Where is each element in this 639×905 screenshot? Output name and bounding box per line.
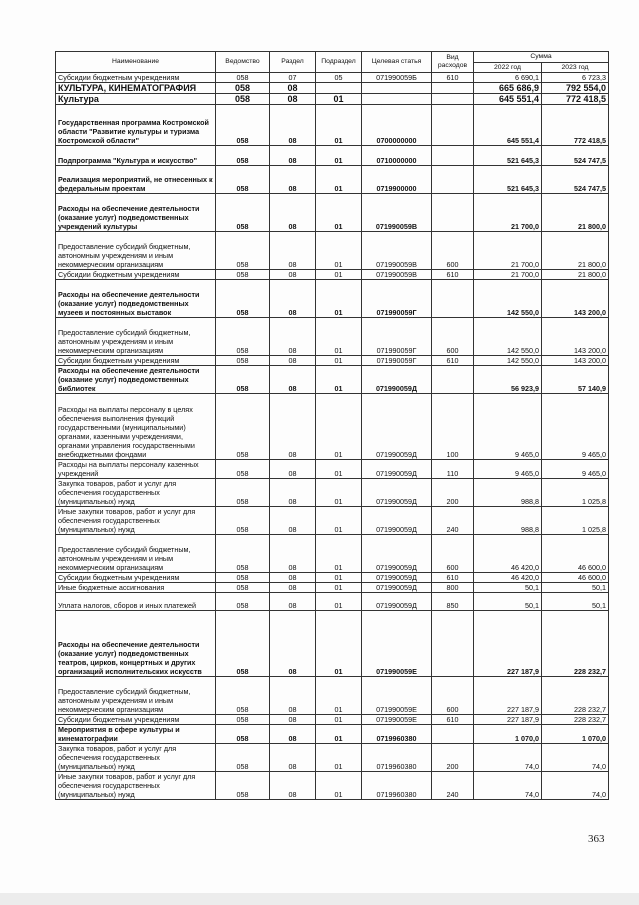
cell-exptype: 610 bbox=[432, 73, 474, 83]
cell-dept: 058 bbox=[216, 611, 270, 677]
cell-section: 08 bbox=[270, 105, 316, 146]
cell-exptype bbox=[432, 105, 474, 146]
header-dept: Ведомство bbox=[216, 52, 270, 73]
cell-name: Закупка товаров, работ и услуг для обеспечения государственных (муниципальных) нужд bbox=[56, 479, 216, 507]
cell-section: 08 bbox=[270, 744, 316, 772]
cell-name: Субсидии бюджетным учреждениям bbox=[56, 270, 216, 280]
header-2022: 2022 год bbox=[474, 63, 542, 73]
cell-2023: 74,0 bbox=[542, 744, 609, 772]
table-row bbox=[56, 744, 609, 772]
cell-exptype bbox=[432, 194, 474, 232]
cell-target: 0719900000 bbox=[362, 166, 432, 194]
cell-2022: 227 187,9 bbox=[474, 677, 542, 715]
table-row bbox=[56, 725, 609, 744]
cell-subsection: 01 bbox=[316, 366, 362, 394]
cell-2022: 1 070,0 bbox=[474, 725, 542, 744]
cell-name: Расходы на обеспечение деятельности (оказание услуг) подведомственных музеев и постоянных выставок bbox=[56, 280, 216, 318]
cell-exptype: 800 bbox=[432, 583, 474, 593]
cell-2023: 74,0 bbox=[542, 772, 609, 800]
cell-section: 08 bbox=[270, 194, 316, 232]
cell-2023: 772 418,5 bbox=[542, 94, 609, 105]
cell-exptype: 850 bbox=[432, 593, 474, 611]
cell-name: Иные закупки товаров, работ и услуг для обеспечения государственных (муниципальных) нужд bbox=[56, 772, 216, 800]
cell-name: КУЛЬТУРА, КИНЕМАТОГРАФИЯ bbox=[56, 83, 216, 94]
cell-subsection: 01 bbox=[316, 94, 362, 105]
cell-subsection: 01 bbox=[316, 356, 362, 366]
cell-target: 0719960380 bbox=[362, 772, 432, 800]
cell-dept: 058 bbox=[216, 573, 270, 583]
cell-subsection: 01 bbox=[316, 460, 362, 479]
cell-target: 071990059Д bbox=[362, 573, 432, 583]
cell-dept: 058 bbox=[216, 725, 270, 744]
cell-2023: 1 025,8 bbox=[542, 507, 609, 535]
cell-section: 08 bbox=[270, 460, 316, 479]
cell-dept: 058 bbox=[216, 94, 270, 105]
cell-2022: 9 465,0 bbox=[474, 460, 542, 479]
cell-subsection: 01 bbox=[316, 744, 362, 772]
cell-name: Расходы на обеспечение деятельности (оказание услуг) подведомственных библиотек bbox=[56, 366, 216, 394]
cell-2023: 792 554,0 bbox=[542, 83, 609, 94]
cell-section: 08 bbox=[270, 83, 316, 94]
cell-subsection: 01 bbox=[316, 146, 362, 166]
cell-exptype: 610 bbox=[432, 356, 474, 366]
cell-dept: 058 bbox=[216, 232, 270, 270]
cell-section: 08 bbox=[270, 507, 316, 535]
cell-subsection: 01 bbox=[316, 725, 362, 744]
cell-section: 08 bbox=[270, 715, 316, 725]
cell-2023: 46 600,0 bbox=[542, 573, 609, 583]
cell-2023: 21 800,0 bbox=[542, 232, 609, 270]
cell-name: Субсидии бюджетным учреждениям bbox=[56, 73, 216, 83]
cell-name: Предоставление субсидий бюджетным, автономным учреждениям и иным некоммерческим организациям bbox=[56, 677, 216, 715]
cell-subsection: 01 bbox=[316, 573, 362, 583]
table-row bbox=[56, 593, 609, 611]
header-subsection: Подраздел bbox=[316, 52, 362, 73]
cell-target: 071990059Д bbox=[362, 366, 432, 394]
cell-dept: 058 bbox=[216, 270, 270, 280]
cell-section: 08 bbox=[270, 356, 316, 366]
cell-target: 0719960380 bbox=[362, 725, 432, 744]
cell-2023: 46 600,0 bbox=[542, 535, 609, 573]
cell-target: 071990059Г bbox=[362, 318, 432, 356]
cell-target: 071990059Д bbox=[362, 535, 432, 573]
cell-name: Субсидии бюджетным учреждениям bbox=[56, 573, 216, 583]
cell-2023: 50,1 bbox=[542, 583, 609, 593]
cell-dept: 058 bbox=[216, 394, 270, 460]
cell-section: 08 bbox=[270, 593, 316, 611]
cell-section: 08 bbox=[270, 270, 316, 280]
cell-subsection: 01 bbox=[316, 105, 362, 146]
table-row bbox=[56, 479, 609, 507]
cell-exptype bbox=[432, 166, 474, 194]
table-row bbox=[56, 105, 609, 146]
cell-dept: 058 bbox=[216, 479, 270, 507]
table-row bbox=[56, 232, 609, 270]
cell-2022: 6 690,1 bbox=[474, 73, 542, 83]
table-row bbox=[56, 611, 609, 677]
cell-2023: 143 200,0 bbox=[542, 318, 609, 356]
cell-section: 08 bbox=[270, 772, 316, 800]
cell-2022: 988,8 bbox=[474, 507, 542, 535]
table-row bbox=[56, 460, 609, 479]
cell-target: 071990059Е bbox=[362, 677, 432, 715]
cell-subsection: 01 bbox=[316, 270, 362, 280]
table-row bbox=[56, 280, 609, 318]
cell-2022: 9 465,0 bbox=[474, 394, 542, 460]
cell-target: 0710000000 bbox=[362, 146, 432, 166]
table-row bbox=[56, 507, 609, 535]
cell-exptype bbox=[432, 280, 474, 318]
cell-2022: 645 551,4 bbox=[474, 94, 542, 105]
header-2023: 2023 год bbox=[542, 63, 609, 73]
cell-2022: 21 700,0 bbox=[474, 270, 542, 280]
cell-exptype: 600 bbox=[432, 535, 474, 573]
cell-section: 08 bbox=[270, 166, 316, 194]
cell-2022: 50,1 bbox=[474, 593, 542, 611]
cell-dept: 058 bbox=[216, 583, 270, 593]
table-row bbox=[56, 677, 609, 715]
cell-name: Предоставление субсидий бюджетным, автономным учреждениям и иным некоммерческим организациям bbox=[56, 232, 216, 270]
cell-name: Уплата налогов, сборов и иных платежей bbox=[56, 593, 216, 611]
cell-2022: 74,0 bbox=[474, 772, 542, 800]
table-row bbox=[56, 356, 609, 366]
cell-2022: 521 645,3 bbox=[474, 146, 542, 166]
table-row bbox=[56, 535, 609, 573]
cell-exptype: 240 bbox=[432, 772, 474, 800]
cell-target bbox=[362, 94, 432, 105]
cell-exptype: 600 bbox=[432, 232, 474, 270]
cell-subsection bbox=[316, 83, 362, 94]
cell-2022: 227 187,9 bbox=[474, 715, 542, 725]
cell-2022: 142 550,0 bbox=[474, 318, 542, 356]
table-row bbox=[56, 270, 609, 280]
cell-dept: 058 bbox=[216, 744, 270, 772]
cell-name: Предоставление субсидий бюджетным, автономным учреждениям и иным некоммерческим организациям bbox=[56, 535, 216, 573]
cell-name: Расходы на обеспечение деятельности (оказание услуг) подведомственных учреждений культуры bbox=[56, 194, 216, 232]
page-number: 363 bbox=[588, 833, 605, 845]
cell-target: 071990059Г bbox=[362, 280, 432, 318]
table-row bbox=[56, 394, 609, 460]
cell-subsection: 01 bbox=[316, 166, 362, 194]
cell-dept: 058 bbox=[216, 146, 270, 166]
cell-exptype: 100 bbox=[432, 394, 474, 460]
cell-exptype bbox=[432, 366, 474, 394]
cell-2023: 1 070,0 bbox=[542, 725, 609, 744]
table-row bbox=[56, 573, 609, 583]
table-row bbox=[56, 366, 609, 394]
cell-dept: 058 bbox=[216, 507, 270, 535]
cell-subsection: 01 bbox=[316, 593, 362, 611]
cell-name: Расходы на обеспечение деятельности (оказание услуг) подведомственных театров, цирков, концертных и других организаций исполнительских искусств bbox=[56, 611, 216, 677]
cell-subsection: 01 bbox=[316, 772, 362, 800]
cell-target: 071990059Е bbox=[362, 715, 432, 725]
cell-target: 071990059Е bbox=[362, 611, 432, 677]
cell-name: Расходы на выплаты персоналу казенных учреждений bbox=[56, 460, 216, 479]
cell-exptype bbox=[432, 83, 474, 94]
cell-section: 08 bbox=[270, 232, 316, 270]
cell-target: 071990059В bbox=[362, 270, 432, 280]
table-row bbox=[56, 318, 609, 356]
cell-subsection: 01 bbox=[316, 318, 362, 356]
table-row bbox=[56, 83, 609, 94]
header-exptype: Вид расходов bbox=[432, 52, 474, 73]
cell-exptype: 200 bbox=[432, 744, 474, 772]
cell-target: 071990059Д bbox=[362, 394, 432, 460]
cell-section: 08 bbox=[270, 394, 316, 460]
cell-section: 08 bbox=[270, 366, 316, 394]
cell-target: 071990059Г bbox=[362, 356, 432, 366]
cell-section: 07 bbox=[270, 73, 316, 83]
cell-name: Предоставление субсидий бюджетным, автономным учреждениям и иным некоммерческим организациям bbox=[56, 318, 216, 356]
cell-exptype: 110 bbox=[432, 460, 474, 479]
cell-name: Реализация мероприятий, не отнесенных к федеральным проектам bbox=[56, 166, 216, 194]
cell-dept: 058 bbox=[216, 535, 270, 573]
cell-2022: 46 420,0 bbox=[474, 573, 542, 583]
cell-name: Иные бюджетные ассигнования bbox=[56, 583, 216, 593]
cell-subsection: 01 bbox=[316, 535, 362, 573]
cell-subsection: 01 bbox=[316, 394, 362, 460]
cell-dept: 058 bbox=[216, 280, 270, 318]
cell-exptype bbox=[432, 725, 474, 744]
cell-subsection: 01 bbox=[316, 194, 362, 232]
header-sum: Сумма bbox=[474, 52, 609, 63]
cell-dept: 058 bbox=[216, 356, 270, 366]
cell-2023: 524 747,5 bbox=[542, 166, 609, 194]
cell-section: 08 bbox=[270, 94, 316, 105]
cell-target: 071990059Б bbox=[362, 73, 432, 83]
cell-name: Субсидии бюджетным учреждениям bbox=[56, 715, 216, 725]
cell-exptype: 600 bbox=[432, 677, 474, 715]
cell-dept: 058 bbox=[216, 460, 270, 479]
cell-subsection: 01 bbox=[316, 677, 362, 715]
cell-dept: 058 bbox=[216, 166, 270, 194]
cell-dept: 058 bbox=[216, 677, 270, 715]
cell-target: 071990059Д bbox=[362, 479, 432, 507]
cell-2023: 228 232,7 bbox=[542, 677, 609, 715]
cell-2023: 21 800,0 bbox=[542, 270, 609, 280]
cell-dept: 058 bbox=[216, 194, 270, 232]
header-target: Целевая статья bbox=[362, 52, 432, 73]
table-row bbox=[56, 73, 609, 83]
cell-exptype: 200 bbox=[432, 479, 474, 507]
cell-subsection: 01 bbox=[316, 232, 362, 270]
cell-target: 071990059Д bbox=[362, 507, 432, 535]
cell-name: Культура bbox=[56, 94, 216, 105]
cell-exptype bbox=[432, 94, 474, 105]
cell-dept: 058 bbox=[216, 715, 270, 725]
cell-target: 071990059Д bbox=[362, 460, 432, 479]
cell-dept: 058 bbox=[216, 105, 270, 146]
table-row bbox=[56, 166, 609, 194]
cell-subsection: 01 bbox=[316, 715, 362, 725]
cell-2023: 772 418,5 bbox=[542, 105, 609, 146]
cell-section: 08 bbox=[270, 573, 316, 583]
cell-2022: 142 550,0 bbox=[474, 356, 542, 366]
cell-2023: 143 200,0 bbox=[542, 280, 609, 318]
cell-exptype bbox=[432, 146, 474, 166]
cell-target: 071990059В bbox=[362, 194, 432, 232]
cell-section: 08 bbox=[270, 725, 316, 744]
cell-section: 08 bbox=[270, 611, 316, 677]
table-row bbox=[56, 194, 609, 232]
cell-exptype: 240 bbox=[432, 507, 474, 535]
cell-section: 08 bbox=[270, 318, 316, 356]
cell-subsection: 01 bbox=[316, 611, 362, 677]
cell-section: 08 bbox=[270, 280, 316, 318]
cell-dept: 058 bbox=[216, 318, 270, 356]
cell-target: 0700000000 bbox=[362, 105, 432, 146]
cell-name: Подпрограмма "Культура и искусство" bbox=[56, 146, 216, 166]
cell-2023: 228 232,7 bbox=[542, 715, 609, 725]
cell-2022: 988,8 bbox=[474, 479, 542, 507]
cell-2023: 9 465,0 bbox=[542, 394, 609, 460]
cell-2022: 645 551,4 bbox=[474, 105, 542, 146]
cell-dept: 058 bbox=[216, 772, 270, 800]
cell-subsection: 01 bbox=[316, 583, 362, 593]
cell-name: Иные закупки товаров, работ и услуг для обеспечения государственных (муниципальных) нужд bbox=[56, 507, 216, 535]
cell-name: Расходы на выплаты персоналу в целях обеспечения выполнения функций государственными (муниципальными) органами, казенными учреждениями, органами управления государственными внебюджетными фондами bbox=[56, 394, 216, 460]
header-section: Раздел bbox=[270, 52, 316, 73]
cell-target: 071990059Д bbox=[362, 593, 432, 611]
cell-exptype: 610 bbox=[432, 270, 474, 280]
cell-name: Государственная программа Костромской области "Развитие культуры и туризма Костромской области" bbox=[56, 105, 216, 146]
cell-2023: 1 025,8 bbox=[542, 479, 609, 507]
cell-subsection: 01 bbox=[316, 479, 362, 507]
cell-2022: 50,1 bbox=[474, 583, 542, 593]
cell-section: 08 bbox=[270, 677, 316, 715]
cell-subsection: 01 bbox=[316, 507, 362, 535]
cell-exptype bbox=[432, 611, 474, 677]
table-row bbox=[56, 583, 609, 593]
cell-dept: 058 bbox=[216, 83, 270, 94]
cell-2022: 21 700,0 bbox=[474, 194, 542, 232]
cell-dept: 058 bbox=[216, 593, 270, 611]
cell-2023: 143 200,0 bbox=[542, 356, 609, 366]
scan-edge bbox=[0, 893, 639, 905]
cell-dept: 058 bbox=[216, 73, 270, 83]
cell-name: Субсидии бюджетным учреждениям bbox=[56, 356, 216, 366]
cell-target: 0719960380 bbox=[362, 744, 432, 772]
cell-exptype: 610 bbox=[432, 573, 474, 583]
cell-section: 08 bbox=[270, 583, 316, 593]
cell-name: Закупка товаров, работ и услуг для обеспечения государственных (муниципальных) нужд bbox=[56, 744, 216, 772]
header-name: Наименование bbox=[56, 52, 216, 73]
table-row bbox=[56, 94, 609, 105]
cell-2023: 9 465,0 bbox=[542, 460, 609, 479]
cell-subsection: 05 bbox=[316, 73, 362, 83]
table-row bbox=[56, 715, 609, 725]
cell-target: 071990059В bbox=[362, 232, 432, 270]
cell-target: 071990059Д bbox=[362, 583, 432, 593]
cell-2022: 46 420,0 bbox=[474, 535, 542, 573]
cell-2023: 524 747,5 bbox=[542, 146, 609, 166]
table-row bbox=[56, 146, 609, 166]
cell-2022: 142 550,0 bbox=[474, 280, 542, 318]
table-row bbox=[56, 772, 609, 800]
cell-2022: 227 187,9 bbox=[474, 611, 542, 677]
cell-2023: 6 723,3 bbox=[542, 73, 609, 83]
cell-name: Мероприятия в сфере культуры и кинематографии bbox=[56, 725, 216, 744]
cell-2023: 21 800,0 bbox=[542, 194, 609, 232]
cell-dept: 058 bbox=[216, 366, 270, 394]
cell-2023: 50,1 bbox=[542, 593, 609, 611]
cell-exptype: 600 bbox=[432, 318, 474, 356]
cell-target bbox=[362, 83, 432, 94]
cell-section: 08 bbox=[270, 146, 316, 166]
cell-subsection: 01 bbox=[316, 280, 362, 318]
cell-2022: 21 700,0 bbox=[474, 232, 542, 270]
budget-table bbox=[55, 51, 609, 800]
cell-2023: 57 140,9 bbox=[542, 366, 609, 394]
cell-2022: 521 645,3 bbox=[474, 166, 542, 194]
cell-2022: 74,0 bbox=[474, 744, 542, 772]
cell-section: 08 bbox=[270, 479, 316, 507]
cell-exptype: 610 bbox=[432, 715, 474, 725]
cell-section: 08 bbox=[270, 535, 316, 573]
cell-2022: 56 923,9 bbox=[474, 366, 542, 394]
cell-2023: 228 232,7 bbox=[542, 611, 609, 677]
cell-2022: 665 686,9 bbox=[474, 83, 542, 94]
